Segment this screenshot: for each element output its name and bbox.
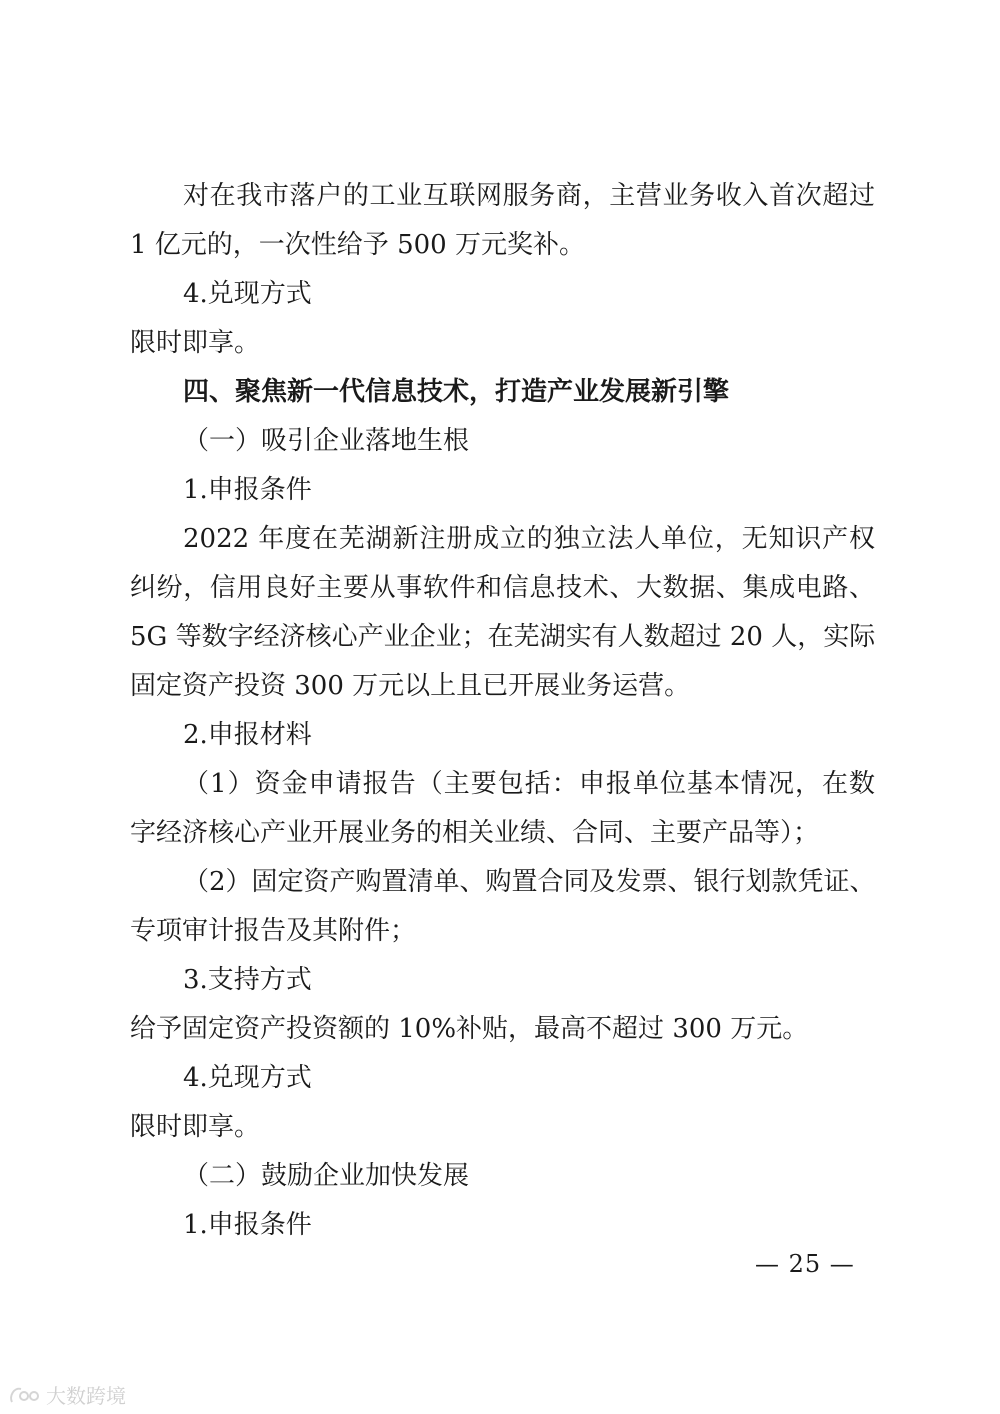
paragraph-line: 5G 等数字经济核心产业企业；在芜湖实有人数超过 20 人，实际 [130,622,876,652]
paragraph-line: 限时即享。 [130,328,261,358]
paragraph-line: 2022 年度在芜湖新注册成立的独立法人单位，无知识产权 [183,524,875,554]
subsection-title: 4.兑现方式 [183,1063,312,1093]
paragraph-line: 对在我市落户的工业互联网服务商，主营业务收入首次超过 [183,181,875,211]
paragraph-line: 限时即享。 [130,1112,261,1142]
section-heading: 四、聚焦新一代信息技术，打造产业发展新引擎 [183,377,730,407]
watermark [8,1380,126,1409]
page-number: — 25 — [755,1250,855,1278]
paragraph-line: 固定资产投资 300 万元以上且已开展业务运营。 [130,671,691,701]
subsection-title: （二）鼓励企业加快发展 [183,1161,470,1191]
subsection-title: 3.支持方式 [183,965,312,995]
brand-logo-icon [8,1384,42,1406]
subsection-title: 1.申报条件 [183,475,312,505]
paragraph-line: 给予固定资产投资额的 10%补贴，最高不超过 300 万元。 [130,1014,809,1044]
subsection-title: 4.兑现方式 [183,279,312,309]
paragraph-line: （1）资金申请报告（主要包括：申报单位基本情况，在数 [183,769,875,799]
subsection-title: 1.申报条件 [183,1210,312,1240]
subsection-title: （一）吸引企业落地生根 [183,426,470,456]
paragraph-line: 字经济核心产业开展业务的相关业绩、合同、主要产品等）； [130,818,820,848]
paragraph-line: （2）固定资产购置清单、购置合同及发票、银行划款凭证、 [183,867,876,897]
paragraph-line: 1 亿元的，一次性给予 500 万元奖补。 [130,230,585,260]
subsection-title: 2.申报材料 [183,720,312,750]
paragraph-line: 纠纷，信用良好主要从事软件和信息技术、大数据、集成电路、 [130,573,875,603]
watermark-text: 大数跨境 [46,1384,126,1408]
paragraph-line: 专项审计报告及其附件； [130,916,417,946]
